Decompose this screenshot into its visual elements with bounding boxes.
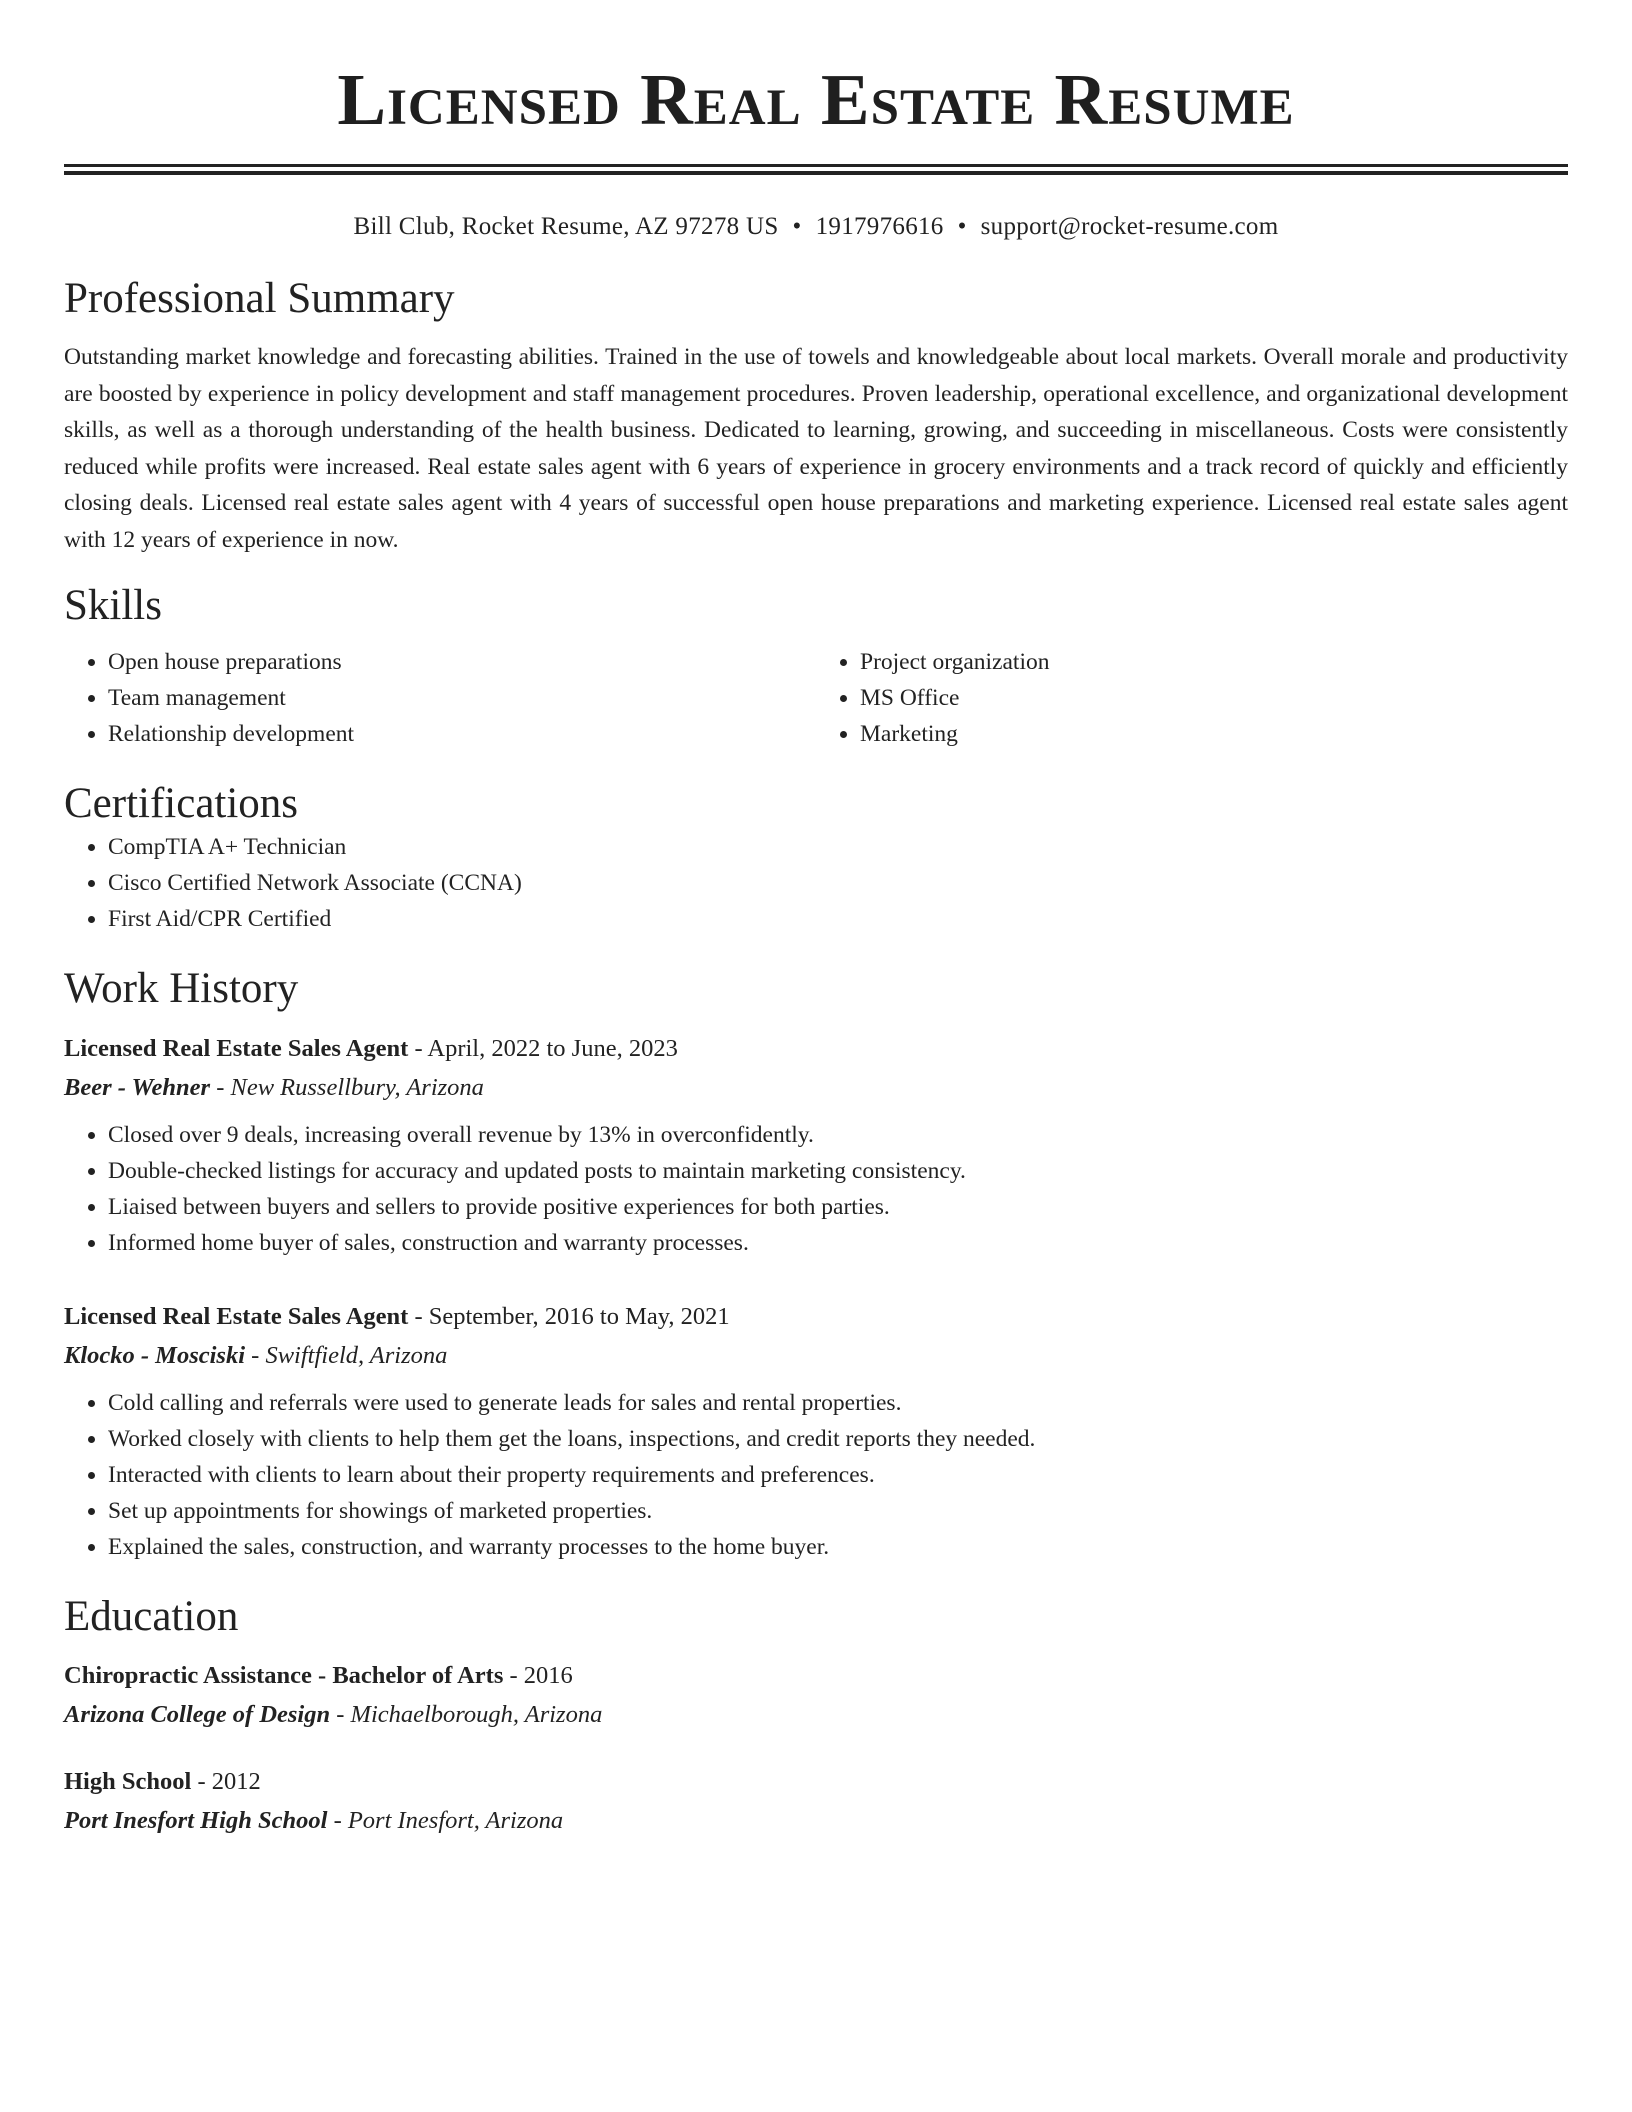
job-bullet: • Liaised between buyers and sellers to provide positive experiences for both parties. (108, 1189, 1568, 1225)
certification-item: • CompTIA A+ Technician (108, 829, 1568, 865)
contact-phone: 1917976616 (815, 212, 944, 240)
degree-line (64, 1656, 1568, 1696)
degree-line (64, 1762, 1568, 1802)
summary-heading: Professional Summary (64, 275, 455, 323)
job-title: Licensed Real Estate Sales Agent (64, 1302, 409, 1330)
school-location: - Michaelborough, Arizona (330, 1701, 603, 1729)
education-entry (64, 1656, 1568, 1734)
work-history-heading: Work History (64, 965, 299, 1013)
skill-item: • Marketing (860, 716, 1568, 752)
certifications-list (64, 829, 1568, 937)
degree-year: - 2012 (191, 1768, 261, 1796)
school-line (64, 1696, 1568, 1734)
contact-address: Bill Club, Rocket Resume, AZ 97278 US (353, 212, 779, 240)
skills-list-left (64, 644, 816, 752)
degree: High School (64, 1768, 192, 1796)
job-company: Beer - Wehner (64, 1073, 211, 1101)
education-entry (64, 1762, 1568, 1840)
job-title-line (64, 1029, 1568, 1069)
job-dates: - April, 2022 to June, 2023 (408, 1034, 678, 1062)
school-line (64, 1802, 1568, 1840)
job-bullets (64, 1117, 1568, 1261)
school-location: - Port Inesfort, Arizona (327, 1807, 564, 1835)
summary-text: Outstanding market knowledge and forecasting abilities. Trained in the use of towels and knowledgeable about local markets. Overall morale and productivity are boosted by experience in policy development and staff management procedures. Proven leadership, operational excellence, and organizational development skills, as well as a thorough understanding of the health business. Dedicated to learning, growing, and succeeding in miscellaneous. Costs were consistently reduced while profits were increased. Real estate sales agent with 6 years of experience in grocery environments and a track record of quickly and efficiently closing deals. Licensed real estate sales agent with 4 years of successful open house preparations and marketing experience. Licensed real estate sales agent with 12 years of experience in now. (64, 344, 1568, 553)
school-name: Port Inesfort High School (64, 1807, 328, 1835)
job-bullet: • Set up appointments for showings of marketed properties. (108, 1493, 1568, 1529)
resume-title: Licensed Real Estate Resume (337, 59, 1295, 140)
contact-email: support@rocket-resume.com (980, 212, 1279, 240)
job-entry (64, 1029, 1568, 1261)
job-company-line (64, 1337, 1568, 1375)
skills-grid (64, 644, 1568, 752)
skill-item: • MS Office (860, 680, 1568, 716)
job-entry (64, 1297, 1568, 1565)
certification-item: • First Aid/CPR Certified (108, 901, 1568, 937)
job-bullets (64, 1385, 1568, 1565)
skill-item: • Project organization (860, 644, 1568, 680)
skill-item: • Relationship development (108, 716, 816, 752)
job-title: Licensed Real Estate Sales Agent (64, 1034, 409, 1062)
certification-item: • Cisco Certified Network Associate (CCNA) (108, 865, 1568, 901)
degree-year: - 2016 (503, 1662, 573, 1690)
skills-list-right (816, 644, 1568, 752)
job-location: - Swiftfield, Arizona (245, 1341, 448, 1369)
certifications-heading: Certifications (64, 779, 299, 827)
job-bullet: • Interacted with clients to learn about their property requirements and preferences. (108, 1457, 1568, 1493)
title-divider (64, 164, 1568, 175)
skills-heading: Skills (64, 582, 162, 630)
job-company-line (64, 1069, 1568, 1107)
job-title-line (64, 1297, 1568, 1337)
job-company: Klocko - Mosciski (64, 1341, 246, 1369)
contact-line (64, 211, 1568, 244)
job-bullet: • Cold calling and referrals were used to generate leads for sales and rental properties. (108, 1385, 1568, 1421)
contact-separator: • (792, 212, 802, 240)
job-bullet: • Worked closely with clients to help them get the loans, inspections, and credit reports they needed. (108, 1421, 1568, 1457)
job-bullet: • Closed over 9 deals, increasing overall revenue by 13% in overconfidently. (108, 1117, 1568, 1153)
education-heading: Education (64, 1592, 239, 1640)
skill-item: • Team management (108, 680, 816, 716)
degree: Chiropractic Assistance - Bachelor of Arts (64, 1662, 504, 1690)
job-dates: - September, 2016 to May, 2021 (408, 1302, 730, 1330)
school-name: Arizona College of Design (64, 1701, 331, 1729)
contact-separator: • (957, 212, 967, 240)
job-location: - New Russellbury, Arizona (210, 1073, 484, 1101)
skill-item: • Open house preparations (108, 644, 816, 680)
job-bullet: • Double-checked listings for accuracy and updated posts to maintain marketing consistency. (108, 1153, 1568, 1189)
job-bullet: • Informed home buyer of sales, construction and warranty processes. (108, 1225, 1568, 1261)
job-bullet: • Explained the sales, construction, and warranty processes to the home buyer. (108, 1529, 1568, 1565)
